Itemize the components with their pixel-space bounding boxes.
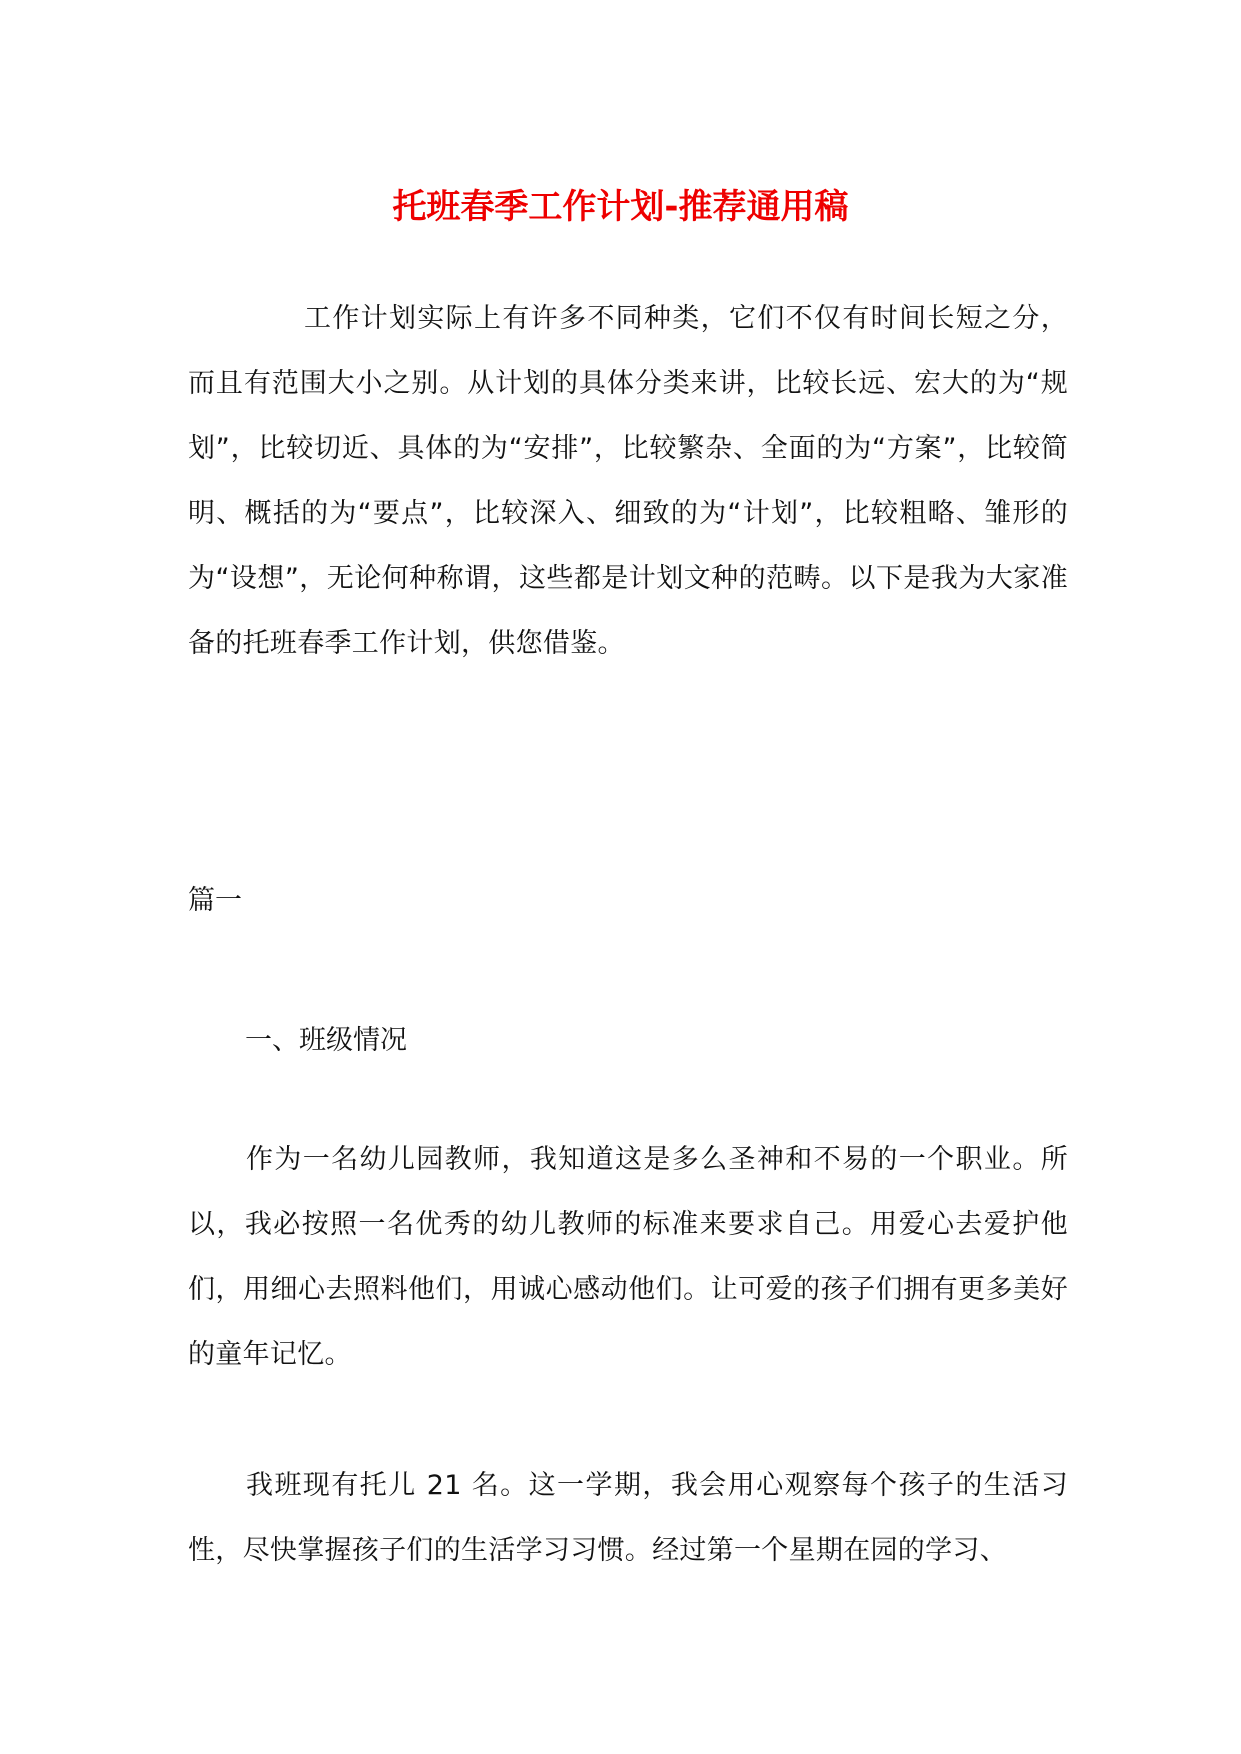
body-paragraph-2: 我班现有托儿 21 名。这一学期，我会用心观察每个孩子的生活习性，尽快掌握孩子们的生活学习习惯。经过第一个星期在园的学习、 [188,1470,1068,1566]
intro-paragraph: 工作计划实际上有许多不同种类，它们不仅有时间长短之分，而且有范围大小之别。从计划的具体分类来讲，比较长远、宏大的为“规划”，比较切近、具体的为“安排”，比较繁杂、全面的为“方案”，比较简明、概括的为“要点”，比较深入、细致的为“计划”，比较粗略、雏形的为“设想”，无论何种称谓，这些都是计划文种的范畴。以下是我为大家准备的托班春季工作计划，供您借鉴。 [188,303,1068,659]
section-heading: 一、班级情况 [245,1025,407,1056]
section-label: 篇一 [188,885,242,916]
document-title: 托班春季工作计划-推荐通用稿 [392,186,849,227]
body-paragraph-1: 作为一名幼儿园教师，我知道这是多么圣神和不易的一个职业。所以，我必按照一名优秀的幼儿教师的标准来要求自己。用爱心去爱护他们，用细心去照料他们，用诚心感动他们。让可爱的孩子们拥有更多美好的童年记忆。 [188,1144,1068,1370]
